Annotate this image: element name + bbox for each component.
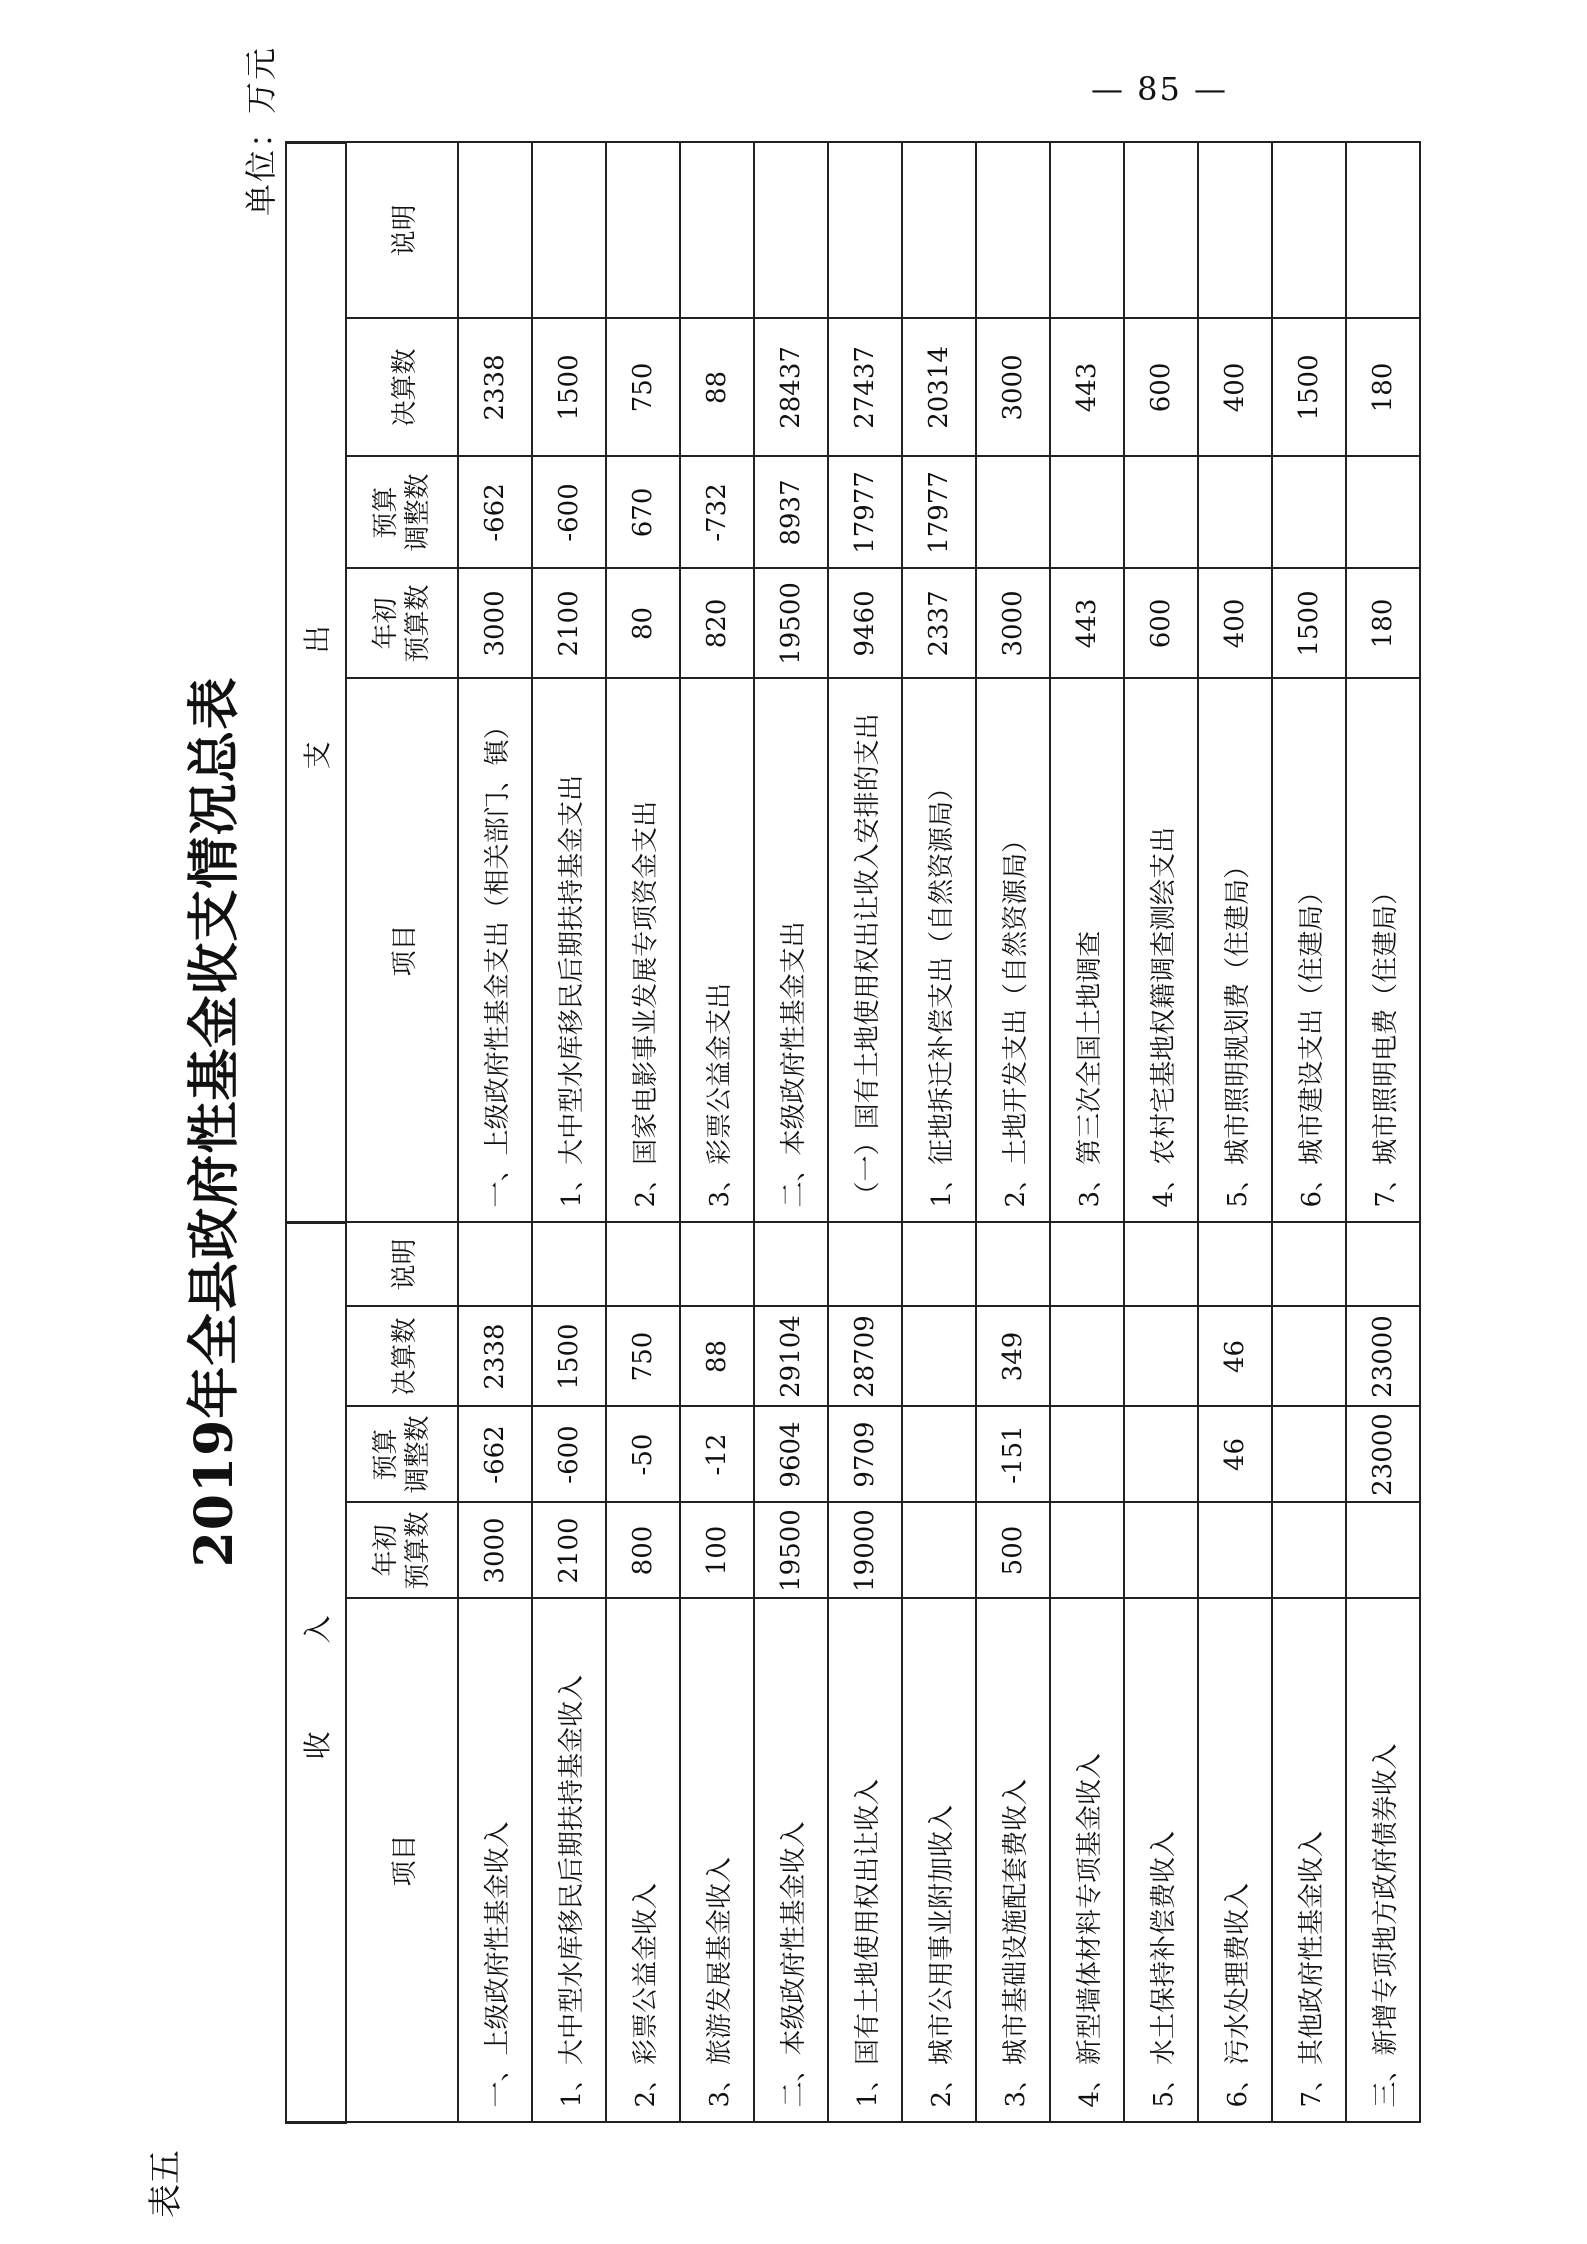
- expenditure-final-account-cell: 180: [1346, 318, 1420, 456]
- income-initial-budget-cell: [1124, 1503, 1198, 1599]
- table-row: [458, 142, 532, 2122]
- expenditure-adjustment-cell: [1272, 456, 1346, 568]
- income-adjustment-cell: -12: [680, 1407, 754, 1503]
- income-header-note: 说明: [346, 1222, 458, 1306]
- expenditure-final-account-cell: 750: [606, 318, 680, 456]
- expenditure-item-cell: 6、城市建设支出（住建局）: [1272, 678, 1346, 1222]
- income-section-header: 收 入: [286, 1222, 346, 2122]
- income-final-account-cell: 750: [606, 1307, 680, 1407]
- expenditure-adjustment-cell: [976, 456, 1050, 568]
- expenditure-initial-budget-cell: 180: [1346, 568, 1420, 678]
- income-header-adjustment: 预算 调整数: [346, 1407, 458, 1503]
- income-note-cell: [606, 1222, 680, 1306]
- income-header-item: 项目: [346, 1599, 458, 2123]
- table-body: [458, 142, 1420, 2122]
- expenditure-note-cell: [532, 142, 606, 318]
- income-initial-budget-cell: [1050, 1503, 1124, 1599]
- income-final-account-cell: [1124, 1307, 1198, 1407]
- fund-summary-table: [285, 141, 1421, 2124]
- expenditure-section-header: 支 出: [286, 142, 346, 1222]
- income-adjustment-cell: 9709: [828, 1407, 902, 1503]
- income-item-cell: 一、上级政府性基金收入: [458, 1599, 532, 2123]
- table-row: [606, 142, 680, 2122]
- expenditure-final-account-cell: 600: [1124, 318, 1198, 456]
- expenditure-adjustment-cell: -662: [458, 456, 532, 568]
- expenditure-note-cell: [976, 142, 1050, 318]
- income-final-account-cell: [902, 1307, 976, 1407]
- expenditure-initial-budget-cell: 9460: [828, 568, 902, 678]
- income-note-cell: [828, 1222, 902, 1306]
- expenditure-note-cell: [458, 142, 532, 318]
- table-row: [902, 142, 976, 2122]
- income-initial-budget-cell: 100: [680, 1503, 754, 1599]
- expenditure-header-initial-budget: 年初 预算数: [346, 568, 458, 678]
- table-row: [1346, 142, 1420, 2122]
- income-note-cell: [680, 1222, 754, 1306]
- income-adjustment-cell: [1050, 1407, 1124, 1503]
- income-note-cell: [976, 1222, 1050, 1306]
- expenditure-note-cell: [902, 142, 976, 318]
- income-final-account-cell: 349: [976, 1307, 1050, 1407]
- table-row: [532, 142, 606, 2122]
- table-row: [1198, 142, 1272, 2122]
- expenditure-final-account-cell: 88: [680, 318, 754, 456]
- expenditure-initial-budget-cell: 400: [1198, 568, 1272, 678]
- expenditure-item-cell: 5、城市照明规划费（住建局）: [1198, 678, 1272, 1222]
- expenditure-adjustment-cell: 8937: [754, 456, 828, 568]
- expenditure-initial-budget-cell: 80: [606, 568, 680, 678]
- income-note-cell: [1272, 1222, 1346, 1306]
- income-adjustment-cell: -600: [532, 1407, 606, 1503]
- expenditure-adjustment-cell: -732: [680, 456, 754, 568]
- income-final-account-cell: 88: [680, 1307, 754, 1407]
- expenditure-note-cell: [680, 142, 754, 318]
- income-adjustment-cell: 9604: [754, 1407, 828, 1503]
- expenditure-final-account-cell: 1500: [532, 318, 606, 456]
- table-row: [754, 142, 828, 2122]
- unit-label: 单位：万元: [242, 46, 280, 217]
- income-adjustment-cell: 46: [1198, 1407, 1272, 1503]
- income-item-cell: 6、污水处理费收入: [1198, 1599, 1272, 2123]
- expenditure-note-cell: [1346, 142, 1420, 318]
- expenditure-adjustment-cell: [1346, 456, 1420, 568]
- income-initial-budget-cell: [1198, 1503, 1272, 1599]
- expenditure-item-cell: 2、土地开发支出（自然资源局）: [976, 678, 1050, 1222]
- income-initial-budget-cell: 800: [606, 1503, 680, 1599]
- expenditure-note-cell: [1272, 142, 1346, 318]
- expenditure-initial-budget-cell: 443: [1050, 568, 1124, 678]
- expenditure-initial-budget-cell: 820: [680, 568, 754, 678]
- income-adjustment-cell: 23000: [1346, 1407, 1420, 1503]
- expenditure-final-account-cell: 2338: [458, 318, 532, 456]
- expenditure-item-cell: 二、本级政府性基金支出: [754, 678, 828, 1222]
- income-item-cell: 三、新增专项地方政府债券收入: [1346, 1599, 1420, 2123]
- table-row: [680, 142, 754, 2122]
- income-final-account-cell: [1050, 1307, 1124, 1407]
- income-item-cell: 3、旅游发展基金收入: [680, 1599, 754, 2123]
- income-final-account-cell: 23000: [1346, 1307, 1420, 1407]
- expenditure-note-cell: [1050, 142, 1124, 318]
- income-note-cell: [532, 1222, 606, 1306]
- expenditure-final-account-cell: 400: [1198, 318, 1272, 456]
- expenditure-item-cell: 4、农村宅基地权籍调查测绘支出: [1124, 678, 1198, 1222]
- expenditure-final-account-cell: 443: [1050, 318, 1124, 456]
- table-row: [828, 142, 902, 2122]
- income-adjustment-cell: [902, 1407, 976, 1503]
- income-header-initial-budget: 年初 预算数: [346, 1503, 458, 1599]
- expenditure-note-cell: [1124, 142, 1198, 318]
- expenditure-final-account-cell: 20314: [902, 318, 976, 456]
- income-adjustment-cell: -662: [458, 1407, 532, 1503]
- income-initial-budget-cell: [902, 1503, 976, 1599]
- expenditure-header-item: 项目: [346, 678, 458, 1222]
- table-row: [1272, 142, 1346, 2122]
- income-initial-budget-cell: 19500: [754, 1503, 828, 1599]
- expenditure-adjustment-cell: [1198, 456, 1272, 568]
- table-row: [976, 142, 1050, 2122]
- page-number: — 85 —: [1090, 70, 1228, 108]
- table-row: [1124, 142, 1198, 2122]
- income-initial-budget-cell: [1272, 1503, 1346, 1599]
- expenditure-note-cell: [606, 142, 680, 318]
- income-note-cell: [1124, 1222, 1198, 1306]
- income-note-cell: [754, 1222, 828, 1306]
- expenditure-item-cell: 一、上级政府性基金支出（相关部门、镇）: [458, 678, 532, 1222]
- income-note-cell: [458, 1222, 532, 1306]
- expenditure-initial-budget-cell: 3000: [458, 568, 532, 678]
- income-final-account-cell: 28709: [828, 1307, 902, 1407]
- income-item-cell: 2、城市公用事业附加收入: [902, 1599, 976, 2123]
- income-header-final-account: 决算数: [346, 1307, 458, 1407]
- income-final-account-cell: 29104: [754, 1307, 828, 1407]
- income-item-cell: 1、大中型水库移民后期扶持基金收入: [532, 1599, 606, 2123]
- table-row: [1050, 142, 1124, 2122]
- expenditure-adjustment-cell: 17977: [828, 456, 902, 568]
- expenditure-adjustment-cell: [1050, 456, 1124, 568]
- income-initial-budget-cell: 3000: [458, 1503, 532, 1599]
- income-item-cell: 4、新型墙体材料专项基金收入: [1050, 1599, 1124, 2123]
- expenditure-header-note: 说明: [346, 142, 458, 318]
- expenditure-final-account-cell: 27437: [828, 318, 902, 456]
- expenditure-item-cell: 2、国家电影事业发展专项资金支出: [606, 678, 680, 1222]
- sheet-label: 表五: [146, 2150, 186, 2218]
- expenditure-item-cell: 3、第三次全国土地调查: [1050, 678, 1124, 1222]
- income-adjustment-cell: -151: [976, 1407, 1050, 1503]
- income-item-cell: 二、本级政府性基金收入: [754, 1599, 828, 2123]
- expenditure-item-cell: 1、大中型水库移民后期扶持基金支出: [532, 678, 606, 1222]
- expenditure-adjustment-cell: -600: [532, 456, 606, 568]
- expenditure-final-account-cell: 1500: [1272, 318, 1346, 456]
- expenditure-final-account-cell: 28437: [754, 318, 828, 456]
- expenditure-initial-budget-cell: 19500: [754, 568, 828, 678]
- income-initial-budget-cell: [1346, 1503, 1420, 1599]
- income-item-cell: 3、城市基础设施配套费收入: [976, 1599, 1050, 2123]
- expenditure-adjustment-cell: 17977: [902, 456, 976, 568]
- expenditure-initial-budget-cell: 600: [1124, 568, 1198, 678]
- income-adjustment-cell: [1272, 1407, 1346, 1503]
- income-note-cell: [1050, 1222, 1124, 1306]
- expenditure-header-final-account: 决算数: [346, 318, 458, 456]
- expenditure-initial-budget-cell: 1500: [1272, 568, 1346, 678]
- expenditure-item-cell: （一）国有土地使用权出让收入安排的支出: [828, 678, 902, 1222]
- income-final-account-cell: 46: [1198, 1307, 1272, 1407]
- expenditure-item-cell: 7、城市照明电费（住建局）: [1346, 678, 1420, 1222]
- income-item-cell: 5、水土保持补偿费收入: [1124, 1599, 1198, 2123]
- expenditure-item-cell: 3、彩票公益金支出: [680, 678, 754, 1222]
- income-adjustment-cell: -50: [606, 1407, 680, 1503]
- income-item-cell: 1、国有土地使用权出让收入: [828, 1599, 902, 2123]
- income-adjustment-cell: [1124, 1407, 1198, 1503]
- expenditure-initial-budget-cell: 3000: [976, 568, 1050, 678]
- income-note-cell: [902, 1222, 976, 1306]
- income-item-cell: 2、彩票公益金收入: [606, 1599, 680, 2123]
- expenditure-note-cell: [1198, 142, 1272, 318]
- income-initial-budget-cell: 500: [976, 1503, 1050, 1599]
- expenditure-final-account-cell: 3000: [976, 318, 1050, 456]
- expenditure-initial-budget-cell: 2100: [532, 568, 606, 678]
- income-initial-budget-cell: 2100: [532, 1503, 606, 1599]
- expenditure-note-cell: [828, 142, 902, 318]
- income-final-account-cell: 2338: [458, 1307, 532, 1407]
- income-note-cell: [1198, 1222, 1272, 1306]
- income-note-cell: [1346, 1222, 1420, 1306]
- income-initial-budget-cell: 19000: [828, 1503, 902, 1599]
- income-final-account-cell: 1500: [532, 1307, 606, 1407]
- expenditure-adjustment-cell: [1124, 456, 1198, 568]
- income-item-cell: 7、其他政府性基金收入: [1272, 1599, 1346, 2123]
- income-final-account-cell: [1272, 1307, 1346, 1407]
- expenditure-note-cell: [754, 142, 828, 318]
- expenditure-adjustment-cell: 670: [606, 456, 680, 568]
- expenditure-initial-budget-cell: 2337: [902, 568, 976, 678]
- expenditure-item-cell: 1、征地拆迁补偿支出（自然资源局）: [902, 678, 976, 1222]
- document-title: 2019年全县政府性基金收支情况总表: [184, 676, 245, 1568]
- expenditure-header-adjustment: 预算 调整数: [346, 456, 458, 568]
